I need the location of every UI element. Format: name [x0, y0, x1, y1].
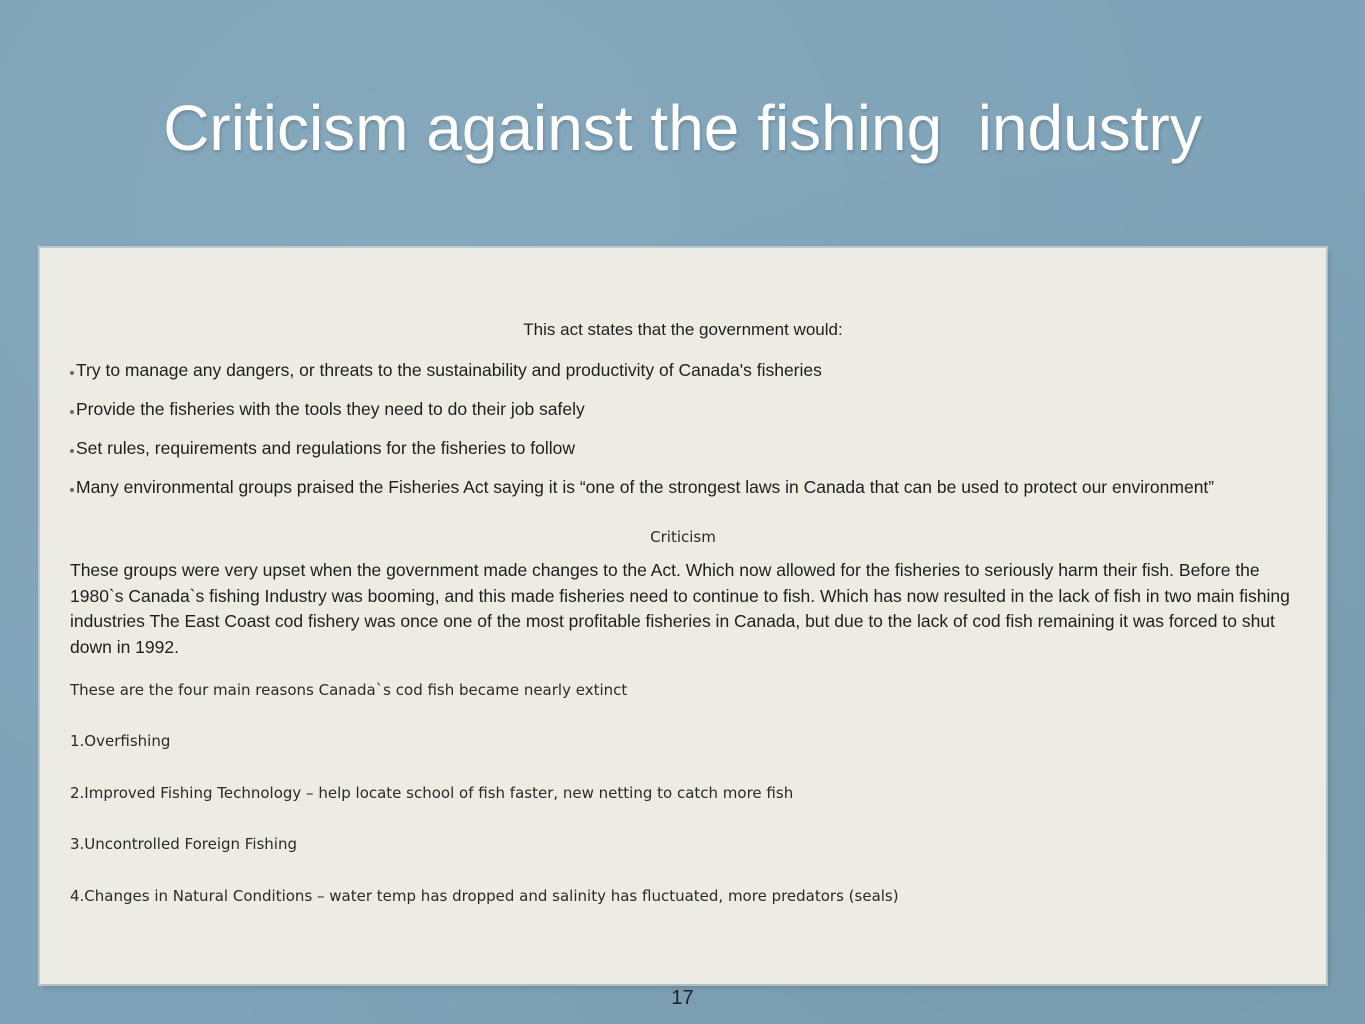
reason-item: 1.Overfishing: [70, 732, 171, 750]
bullet-dot-icon: [70, 488, 74, 492]
bullet-text: Try to manage any dangers, or threats to the sustainability and productivity of Canada's fisheries: [76, 360, 822, 380]
slide-title: Criticism against the fishing industry: [163, 92, 1202, 164]
bullet-item: [70, 436, 1300, 461]
bullet-item: [70, 475, 1300, 500]
criticism-heading: Criticism: [650, 528, 716, 546]
reasons-intro: These are the four main reasons Canada`s cod fish became nearly extinct: [70, 681, 628, 699]
bullet-text: Set rules, requirements and regulations for the fisheries to follow: [76, 438, 576, 458]
reason-item: 4.Changes in Natural Conditions – water temp has dropped and salinity has fluctuated, more predators (seals): [70, 886, 899, 905]
bullet-dot-icon: [70, 410, 74, 414]
content-panel: [40, 248, 1326, 984]
reasons-list: [70, 730, 899, 936]
page-number: 17: [671, 987, 694, 1009]
criticism-paragraph: These groups were very upset when the government made changes to the Act. Which now allowed for the fisheries to seriously harm their fish. Before the 1980`s Canada`s fishing Industry was booming, and this made fisheries need to continue to fish. Which has now resulted in the lack of fish in two main fishing industries The East Coast cod fishery was once one of the most profitable fisheries in Canada, but due to the lack of cod fish remaining it was forced to shut down in 1992.: [70, 560, 1290, 657]
bullet-list: [70, 358, 1300, 514]
bullet-dot-icon: [70, 371, 74, 375]
bullet-text: Many environmental groups praised the Fisheries Act saying it is “one of the strongest laws in Canada that can be used to protect our environment”: [76, 477, 1215, 497]
bullet-item: [70, 358, 1300, 383]
reason-item: 3.Uncontrolled Foreign Fishing: [70, 835, 297, 853]
intro-line: This act states that the government would:: [523, 320, 843, 339]
reason-item: 2.Improved Fishing Technology – help locate school of fish faster, new netting to catch more fish: [70, 783, 794, 802]
bullet-dot-icon: [70, 449, 74, 453]
bullet-item: [70, 397, 1300, 422]
bullet-text: Provide the fisheries with the tools they need to do their job safely: [76, 399, 585, 419]
